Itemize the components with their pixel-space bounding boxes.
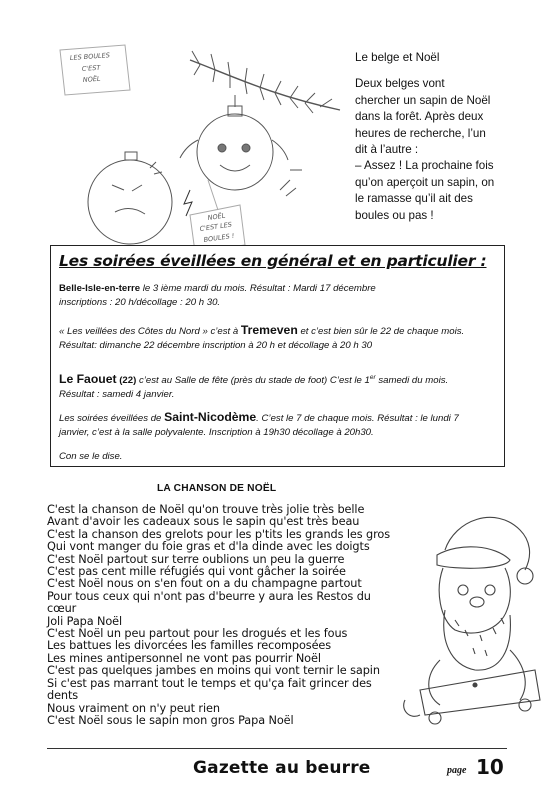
song-line: Les mines antipersonnel ne vont pas pourrir Noël	[47, 651, 321, 665]
entry-text: . C’est le 7 de chaque mois. Résultat : le lundi 7	[256, 413, 459, 424]
joke-title: Le belge et Noël	[355, 51, 440, 64]
song-line: C'est la chanson des grelots pour les p'tits les grands les gros	[47, 527, 391, 541]
joke-line: le ramasse qu’il ait des	[355, 192, 473, 206]
place-faouet: Le Faouet	[59, 372, 117, 387]
song-line: C'est Noël sous le sapin mon gros Papa Noël	[47, 713, 294, 727]
entry-text: Résultat: dimanche 22 décembre inscription à 20 h et décollage à 20 h 30	[59, 340, 373, 351]
joke-line: heures de recherche, l’un	[355, 126, 486, 140]
santa-sketch	[385, 500, 545, 730]
song-line: Avant d'avoir les cadeaux sous le sapin qu'est très beau	[47, 515, 360, 529]
place-saint-nicodeme: Saint-Nicodème	[164, 410, 257, 424]
joke-line: – Assez ! La prochaine fois	[355, 159, 494, 173]
entry-text: inscriptions : 20 h/décollage : 20 h 30.	[59, 297, 221, 308]
entry-conclusion: Con se le dise.	[59, 451, 123, 462]
joke-line: dans la forêt. Après deux	[355, 110, 484, 124]
entry-text: janvier, c’est à la salle polyvalente. Inscription à 19h30 décollage à 20h30.	[59, 427, 374, 438]
song-title: LA CHANSON DE NOËL	[157, 483, 277, 494]
entry-faouet	[59, 371, 497, 402]
joke-line: qu’on aperçoit un sapin, on	[355, 175, 495, 189]
place-tremeven: Tremeven	[240, 323, 298, 337]
entry-belle-isle	[59, 282, 497, 310]
joke-line: chercher un sapin de Noël	[355, 93, 491, 107]
place-belle-isle: Belle-Isle-en-terre	[59, 283, 141, 294]
joke-line: Deux belges vont	[355, 77, 445, 91]
song-line: Qui vont manger du foie gras et d'la dinde avec les doigts	[47, 540, 370, 554]
entry-text: samedi du mois.	[375, 375, 449, 387]
tag-left-line2: C'EST	[81, 63, 101, 73]
song-line: C'est la chanson de Noël qu'on trouve très jolie très belle	[47, 503, 365, 516]
entry-text: le 3 ième mardi du mois. Résultat : Mardi 17 décembre	[140, 283, 376, 294]
ornament-sketch	[40, 40, 345, 252]
song-line: Nous vraiment on n'y peut rien	[47, 701, 220, 715]
song-lyrics	[47, 503, 391, 727]
song-line: Pour tous ceux qui n'ont pas d'beurre y aura les Restos du	[47, 589, 371, 603]
footer-page-label: page	[447, 765, 467, 776]
entry-dept: (22)	[116, 375, 137, 387]
footer-title: Gazette au beurre	[193, 758, 371, 778]
song-line: C'est pas cent mille réfugiés qui vont gâcher la soirée	[47, 565, 346, 579]
song-line: dents	[47, 689, 79, 703]
entry-saint-nicodeme	[59, 410, 497, 440]
joke-line: boules ou pas !	[355, 208, 434, 222]
tag-bottom-line1: NOËL	[207, 211, 226, 222]
song-line: C'est Noël partout sur terre oublions un peu la guerre	[47, 552, 345, 566]
tag-bottom-line3: BOULES !	[203, 231, 235, 244]
tag-left-line1: LES BOULES	[69, 51, 111, 62]
entry-sup: er	[369, 374, 376, 381]
song-line: Les battues les divorcées les familles recomposées	[47, 639, 332, 653]
tag-bottom-line2: C'EST LES	[199, 220, 233, 233]
tag-left-line3: NOËL	[82, 74, 101, 84]
song-line: Si c'est pas marrant tout le temps et qu'ça fait grincer des	[47, 676, 372, 690]
footer-rule	[47, 748, 507, 749]
song-line: Joli Papa Noël	[47, 614, 123, 628]
entry-text: et c’est bien sûr le 22 de chaque mois.	[297, 326, 465, 337]
song-line: C'est Noël un peu partout pour les drogués et les fous	[47, 627, 348, 641]
song-line: C'est pas quelques jambes en moins qui vont ternir le sapin	[47, 664, 380, 678]
footer-page-number: 10	[476, 755, 504, 779]
entry-tremeven	[59, 323, 497, 353]
entry-text: Résultat : samedi 4 janvier.	[59, 389, 175, 401]
song-line: C'est Noël nous on s'en fout on a du champagne partout	[47, 577, 362, 591]
joke-block	[355, 50, 520, 224]
entry-text: « Les veillées des Côtes du Nord » c’est à	[59, 326, 241, 337]
soirees-title: Les soirées éveillées en général et en particulier :	[59, 252, 487, 270]
song-line: cœur	[47, 602, 77, 616]
entry-text: Les soirées éveillées de	[59, 413, 165, 424]
joke-line: dit à l’autre :	[355, 143, 419, 157]
entry-text: c’est au Salle de fête (près du stade de foot) C’est le 1	[136, 375, 370, 387]
soirees-box	[50, 245, 505, 467]
